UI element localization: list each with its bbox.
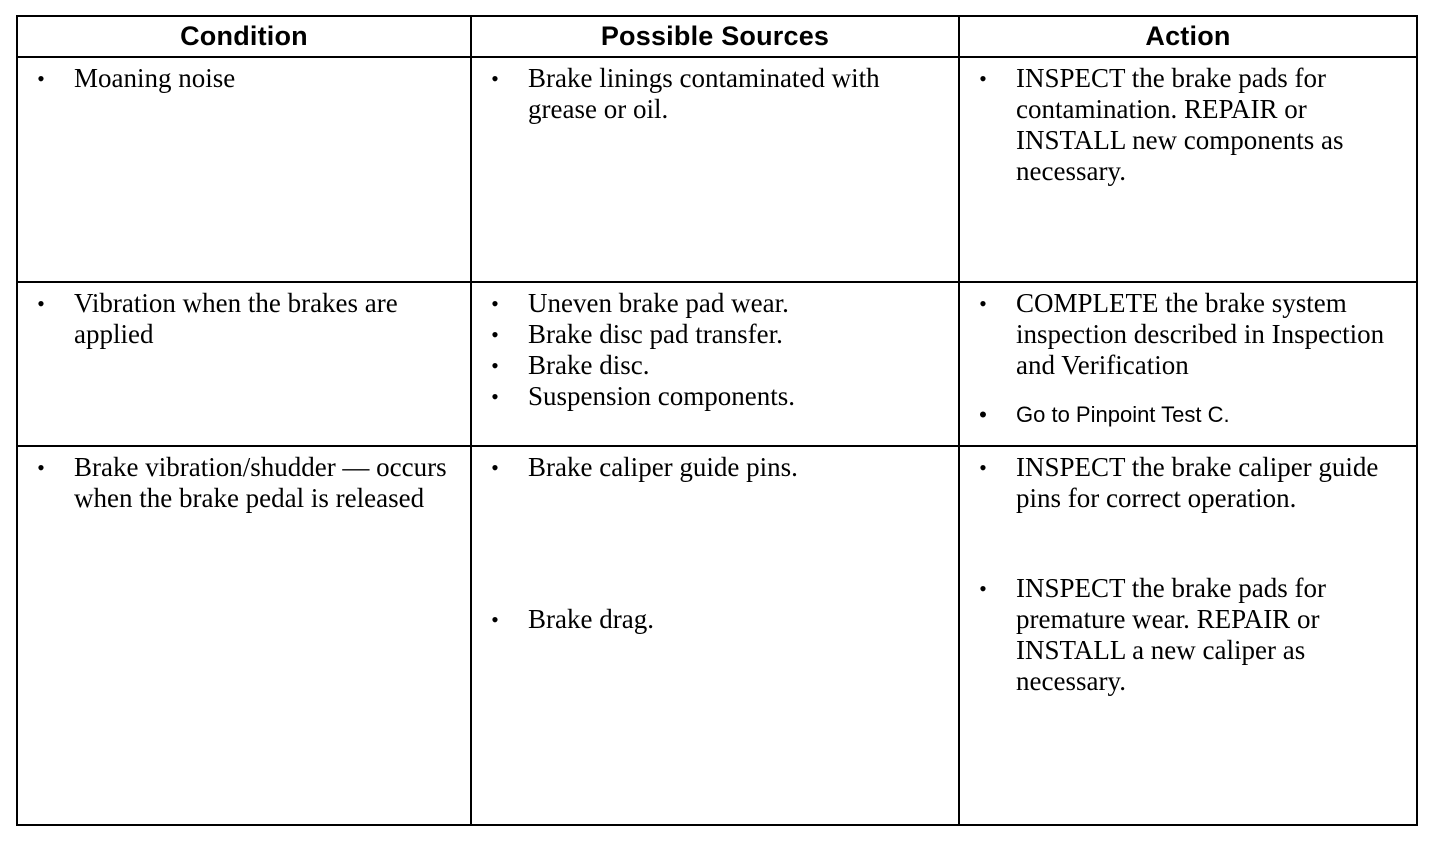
source-text: Brake caliper guide pins. bbox=[528, 452, 798, 482]
action-text: INSPECT the brake pads for contamination. REPAIR or INSTALL new components as necessary. bbox=[1016, 63, 1344, 186]
condition-cell bbox=[17, 446, 471, 825]
action-text: INSPECT the brake caliper guide pins for correct operation. bbox=[1016, 452, 1379, 513]
bullet-icon: • bbox=[37, 291, 45, 316]
bullet-icon: • bbox=[491, 66, 499, 91]
action-cell bbox=[959, 57, 1417, 282]
bullet-icon: • bbox=[979, 66, 987, 91]
condition-cell bbox=[17, 282, 471, 446]
list-item bbox=[472, 288, 958, 319]
list-item bbox=[960, 63, 1416, 187]
list-item bbox=[960, 288, 1416, 381]
action-text: COMPLETE the brake system inspection described in Inspection and Verification bbox=[1016, 288, 1385, 380]
action-cell bbox=[959, 282, 1417, 446]
sources-cell bbox=[471, 57, 959, 282]
list-item bbox=[472, 452, 958, 483]
source-text: Brake disc pad transfer. bbox=[528, 319, 783, 349]
bullet-icon: • bbox=[979, 576, 987, 601]
table-row bbox=[17, 282, 1417, 446]
list-item bbox=[472, 319, 958, 350]
list-item bbox=[472, 63, 958, 125]
condition-cell bbox=[17, 57, 471, 282]
table-row bbox=[17, 446, 1417, 825]
bullet-icon: • bbox=[491, 607, 499, 632]
source-text: Uneven brake pad wear. bbox=[528, 288, 789, 318]
source-text: Brake drag. bbox=[528, 604, 654, 634]
bullet-icon: • bbox=[37, 66, 45, 91]
list-item bbox=[472, 381, 958, 412]
diagnosis-table bbox=[16, 15, 1418, 826]
source-text: Brake linings contaminated with grease or oil. bbox=[528, 63, 880, 124]
condition-text: Brake vibration/shudder — occurs when the brake pedal is released bbox=[74, 452, 447, 513]
list-item bbox=[472, 604, 958, 635]
bullet-icon: • bbox=[979, 402, 987, 427]
bullet-icon: • bbox=[491, 384, 499, 409]
action-cell bbox=[959, 446, 1417, 825]
bullet-icon: • bbox=[979, 455, 987, 480]
list-item bbox=[960, 573, 1416, 697]
bullet-icon: • bbox=[491, 353, 499, 378]
list-item bbox=[18, 288, 470, 350]
source-text: Suspension components. bbox=[528, 381, 795, 411]
header-possible-sources: Possible Sources bbox=[471, 16, 959, 57]
source-text: Brake disc. bbox=[528, 350, 650, 380]
list-item bbox=[960, 399, 1416, 430]
sources-cell bbox=[471, 446, 959, 825]
bullet-icon: • bbox=[979, 291, 987, 316]
header-action: Action bbox=[959, 16, 1417, 57]
condition-text: Moaning noise bbox=[74, 63, 236, 93]
action-text: INSPECT the brake pads for premature wear. REPAIR or INSTALL a new caliper as necessary. bbox=[1016, 573, 1326, 696]
header-row bbox=[17, 16, 1417, 57]
header-condition: Condition bbox=[17, 16, 471, 57]
table-row bbox=[17, 57, 1417, 282]
list-item bbox=[472, 350, 958, 381]
sources-cell bbox=[471, 282, 959, 446]
action-text: Go to Pinpoint Test C. bbox=[1016, 402, 1230, 427]
list-item bbox=[960, 452, 1416, 514]
bullet-icon: • bbox=[37, 455, 45, 480]
list-item bbox=[18, 452, 470, 514]
list-item bbox=[18, 63, 470, 94]
bullet-icon: • bbox=[491, 322, 499, 347]
condition-text: Vibration when the brakes are applied bbox=[74, 288, 398, 349]
bullet-icon: • bbox=[491, 291, 499, 316]
bullet-icon: • bbox=[491, 455, 499, 480]
